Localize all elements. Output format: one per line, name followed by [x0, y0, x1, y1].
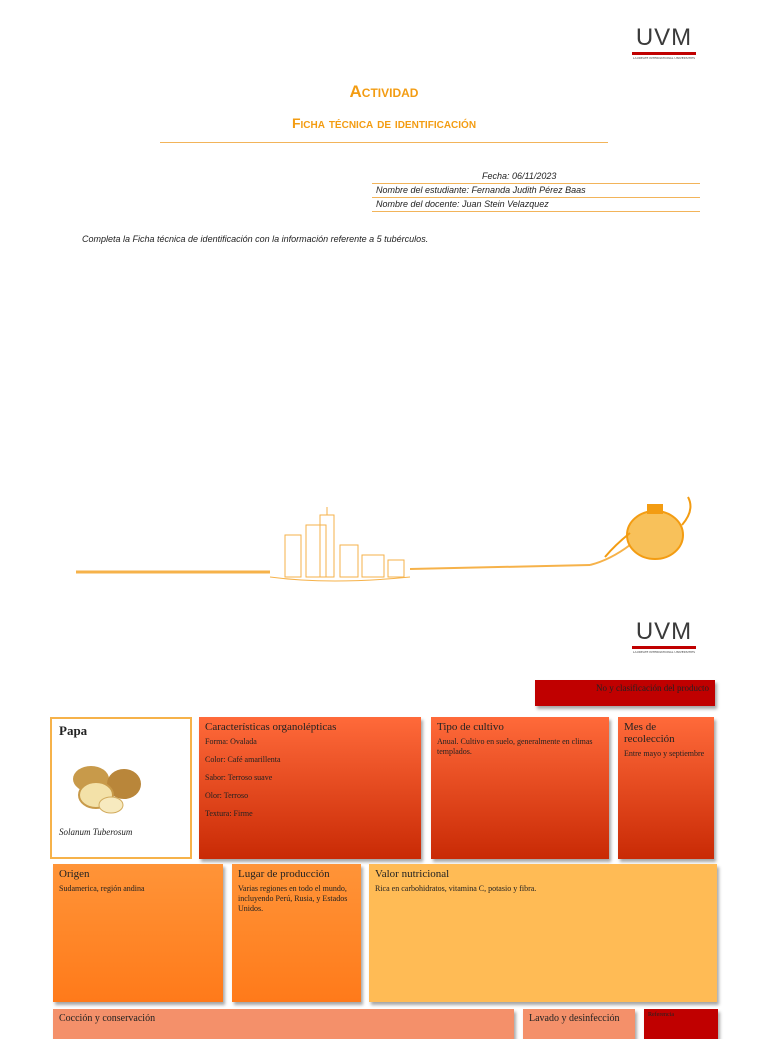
organoleptic-card — [199, 717, 421, 859]
coccion-card — [53, 1009, 514, 1039]
origen-card — [53, 864, 223, 1002]
recoleccion-title: Mes de recolección — [624, 721, 675, 745]
page-subtitle: Ficha técnica de identificación — [291, 115, 477, 131]
city-teapot-illustration — [70, 485, 700, 595]
lavado-title: Lavado y desinfección — [529, 1013, 620, 1024]
organoleptic-forma: Forma: Ovalada — [205, 737, 257, 746]
cultivo-title: Tipo de cultivo — [437, 721, 504, 733]
referencia-card — [644, 1009, 718, 1039]
product-card — [50, 717, 192, 859]
produccion-card — [232, 864, 361, 1002]
recoleccion-card — [618, 717, 714, 859]
organoleptic-olor: Olor: Terroso — [205, 791, 249, 800]
produccion-title: Lugar de producción — [238, 868, 330, 880]
title-divider — [160, 142, 608, 143]
logo-tagline: LAUREATE INTERNATIONAL UNIVERSITIES — [632, 56, 696, 60]
instructions: Completa la Ficha técnica de identificación con la información referente a 5 tubérculos. — [82, 234, 429, 244]
fecha-line: Fecha: 06/11/2023 — [372, 169, 700, 184]
teapot-icon — [605, 497, 690, 559]
organoleptic-title: Características organolépticas — [205, 721, 337, 733]
nutricional-text: Rica en carbohidratos, vitamina C, potasio y fibra. — [375, 884, 537, 893]
uvm-logo-page2 — [632, 618, 696, 654]
produccion-text: Varias regiones en todo el mundo, incluyendo Perú, Rusia, y Estados Unidos. — [238, 884, 348, 913]
logo-tagline: LAUREATE INTERNATIONAL UNIVERSITIES — [632, 650, 696, 654]
scientific-name: Solanum Tuberosum — [59, 827, 133, 837]
classification-label: No y clasificación del producto — [596, 683, 709, 693]
nutricional-title: Valor nutricional — [375, 868, 450, 880]
logo-bar — [632, 52, 696, 55]
origen-text: Sudamerica, región andina — [59, 884, 145, 893]
origen-title: Origen — [59, 868, 90, 880]
coccion-title: Cocción y conservación — [59, 1013, 156, 1024]
referencia-title: Referencia — [648, 1012, 674, 1018]
page-title: Actividad — [349, 82, 419, 101]
nutricional-card — [369, 864, 717, 1002]
uvm-logo — [632, 24, 696, 60]
cultivo-card — [431, 717, 609, 859]
student-name: Nombre del estudiante: Fernanda Judith Pérez Baas — [372, 183, 700, 198]
teacher-name: Nombre del docente: Juan Stein Velazquez — [372, 197, 700, 212]
lavado-card — [523, 1009, 635, 1039]
cultivo-text: Anual. Cultivo en suelo, generalmente en climas templados. — [437, 737, 593, 756]
logo-bar — [632, 646, 696, 649]
logo-text: UVM — [635, 618, 693, 645]
recoleccion-text: Entre mayo y septiembre — [624, 749, 705, 758]
potato-image — [66, 757, 146, 817]
organoleptic-textura: Textura: Firme — [205, 809, 253, 818]
organoleptic-color: Color: Café amarillenta — [205, 755, 281, 764]
logo-text: UVM — [635, 24, 693, 51]
classification-header — [535, 680, 715, 706]
organoleptic-sabor: Sabor: Terroso suave — [205, 773, 273, 782]
product-name: Papa — [59, 723, 88, 738]
